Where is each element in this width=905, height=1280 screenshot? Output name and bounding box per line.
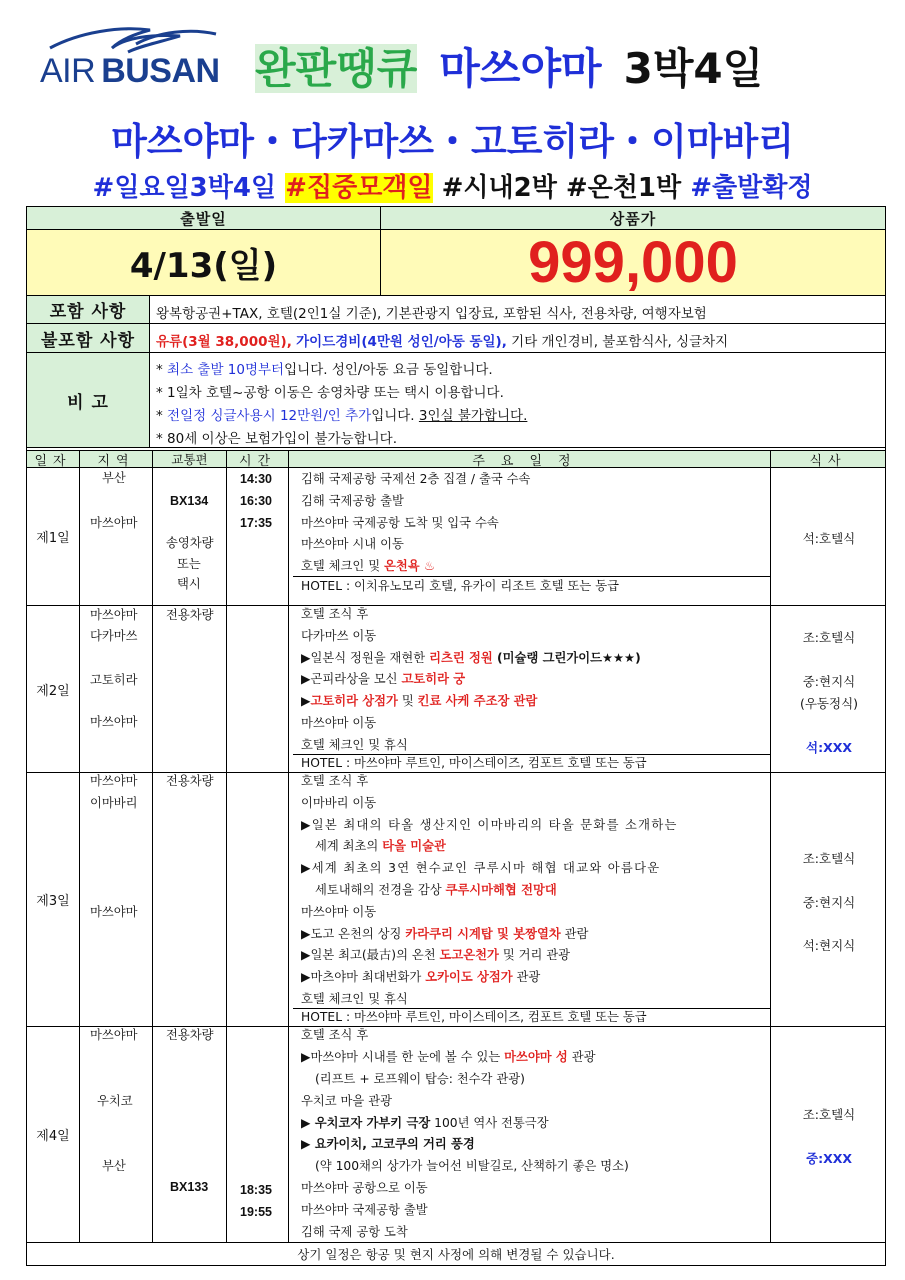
page-header [0, 0, 905, 205]
price-value: 999,000 [380, 229, 886, 296]
hashtag: #온천1박 [565, 173, 682, 203]
hashtag: #출발확정 [690, 173, 813, 203]
title-sold-out: 완판땡큐 [255, 44, 418, 93]
hashtag-highlight: #집중모객일 [285, 173, 433, 203]
col-meal: 식사 [770, 450, 886, 468]
remarks-label: 비 고 [26, 352, 150, 448]
day-2-meals: 조:호텔식 중:현지식 (우동정식) 석:XXX [770, 605, 886, 773]
remarks-text: * 최소 출발 10명부터입니다. 성인/아동 요금 동일합니다. * 1일차 호텔~공항 이동은 송영차량 또는 택시 이용합니다. * 전일정 싱글사용시 12만원/인 추가입니다. 3인실 불가합니다. * 80세 이상은 보험가입이 불가능합니다. [149, 352, 886, 448]
day-4-times: 18:35 19:55 [226, 1026, 289, 1243]
hashtag-line [0, 167, 905, 204]
bird-wing-icon [40, 24, 222, 54]
air-busan-logo [40, 30, 222, 94]
col-region: 지역 [79, 450, 153, 468]
main-title [255, 36, 763, 96]
day-3-times [226, 772, 289, 1027]
day-1-times: 14:30 16:30 17:35 [226, 467, 289, 606]
day-4-label: 제4일 [26, 1026, 80, 1243]
footer-note: 상기 일정은 항공 및 현지 사정에 의해 변경될 수 있습니다. [26, 1242, 886, 1266]
included-label: 포함 사항 [26, 295, 150, 324]
hashtag: #일요일3박4일 [92, 173, 277, 203]
day-4-regions: 마쓰야마 우치코 부산 [79, 1026, 153, 1243]
day-2-transport: 전용차량 [152, 605, 227, 773]
logo-wordmark: AIR BUSAN [40, 52, 220, 90]
day-1-regions: 부산 마쓰야마 [79, 467, 153, 606]
hashtag: #시내2박 [441, 173, 557, 203]
day-1-itinerary: 김해 국제공항 국제선 2층 집결 / 출국 수속 김해 국제공항 출발 마쓰야마 국제공항 도착 및 입국 수속 마쓰야마 시내 이동 호텔 체크인 및 온천욕 ♨ HOTEL : 이치유노모리 호텔, 유카이 리조트 호텔 또는 동급 [288, 467, 771, 606]
day-4-transport: 전용차량 BX133 [152, 1026, 227, 1243]
day-2-regions: 마쓰야마 다카마쓰 고토히라 마쓰야마 [79, 605, 153, 773]
route-title: 마쓰야마・다카마쓰・고토히라・이마바리 [111, 120, 794, 163]
price-label: 상품가 [380, 206, 886, 230]
excluded-label: 불포함 사항 [26, 323, 150, 353]
col-itinerary: 주요일정 [288, 450, 771, 468]
day-1-transport: BX134 송영차량 또는 택시 [152, 467, 227, 606]
day-3-label: 제3일 [26, 772, 80, 1027]
col-time: 시간 [226, 450, 289, 468]
excluded-text: 유류(3월 38,000원), 가이드경비(4만원 성인/아동 동일), 기타 개인경비, 불포함식사, 싱글차지 [149, 323, 886, 353]
day-4-meals: 조:호텔식 중:XXX [770, 1026, 886, 1243]
day-1-meals: 석:호텔식 [770, 467, 886, 606]
day-2-itinerary: 호텔 조식 후 다카마쓰 이동 ▶일본식 정원을 재현한 리츠린 정원 (미슐랭 그린가이드★★★) ▶곤피라상을 모신 고토히라 궁 ▶고토히라 상점가 및 킨료 사케 주조장 관람 마쓰야마 이동 호텔 체크인 및 휴식 HOTEL : 마쓰야마 루트인, 마이스테이즈, 컴포트 호텔 또는 동급 [288, 605, 771, 773]
title-city: 마쓰야마 [439, 44, 602, 93]
day-3-itinerary: 호텔 조식 후 이마바리 이동 ▶일본 최대의 타올 생산지인 이마바리의 타올 문화를 소개하는 세계 최초의 타올 미술관 ▶세계 최초의 3연 현수교인 쿠루시마 해협 대교와 아름다운 세토내해의 전경을 감상 쿠루시마해협 전망대 마쓰야마 이동 ▶도고 온천의 상징 카라쿠리 시계탑 및 봇짱열차 관람 ▶일본 최고(最古)의 온천 도고온천가 및 거리 관광 ▶마츠야마 최대번화가 오카이도 상점가 관광 호텔 체크인 및 휴식 HOTEL : 마쓰야마 루트인, 마이스테이즈, 컴포트 호텔 또는 동급 [288, 772, 771, 1027]
day-4-itinerary: 호텔 조식 후 ▶마쓰야마 시내를 한 눈에 볼 수 있는 마쓰야마 성 관광 (리프트 + 로프웨이 탑승: 천수각 관광) 우치코 마을 관광 ▶ 우치코자 가부키 극장 100년 역사 전통극장 ▶ 요카이치, 고코쿠의 거리 풍경 (약 100채의 상가가 늘어선 비탈길로, 산책하기 좋은 명소) 마쓰야마 공항으로 이동 마쓰야마 국제공항 출발 김해 국제 공항 도착 [288, 1026, 771, 1243]
departure-date: 4/13(일) [26, 229, 381, 296]
col-day: 일자 [26, 450, 80, 468]
day-3-transport: 전용차량 [152, 772, 227, 1027]
day-2-times [226, 605, 289, 773]
day-2-hotel: HOTEL : 마쓰야마 루트인, 마이스테이즈, 컴포트 호텔 또는 동급 [301, 756, 647, 770]
day-3-hotel: HOTEL : 마쓰야마 루트인, 마이스테이즈, 컴포트 호텔 또는 동급 [301, 1010, 647, 1024]
day-1-label: 제1일 [26, 467, 80, 606]
departure-label: 출발일 [26, 206, 381, 230]
title-duration: 3박4일 [623, 44, 764, 93]
included-text: 왕복항공권+TAX, 호텔(2인1실 기준), 기본관광지 입장료, 포함된 식사, 전용차량, 여행자보험 [149, 295, 886, 324]
day-3-meals: 조:호텔식 중:현지식 석:현지식 [770, 772, 886, 1027]
day-2-label: 제2일 [26, 605, 80, 773]
col-transport: 교통편 [152, 450, 227, 468]
day-1-hotel: HOTEL : 이치유노모리 호텔, 유카이 리조트 호텔 또는 동급 [301, 579, 619, 593]
day-3-regions: 마쓰야마 이마바리 마쓰야마 [79, 772, 153, 1027]
